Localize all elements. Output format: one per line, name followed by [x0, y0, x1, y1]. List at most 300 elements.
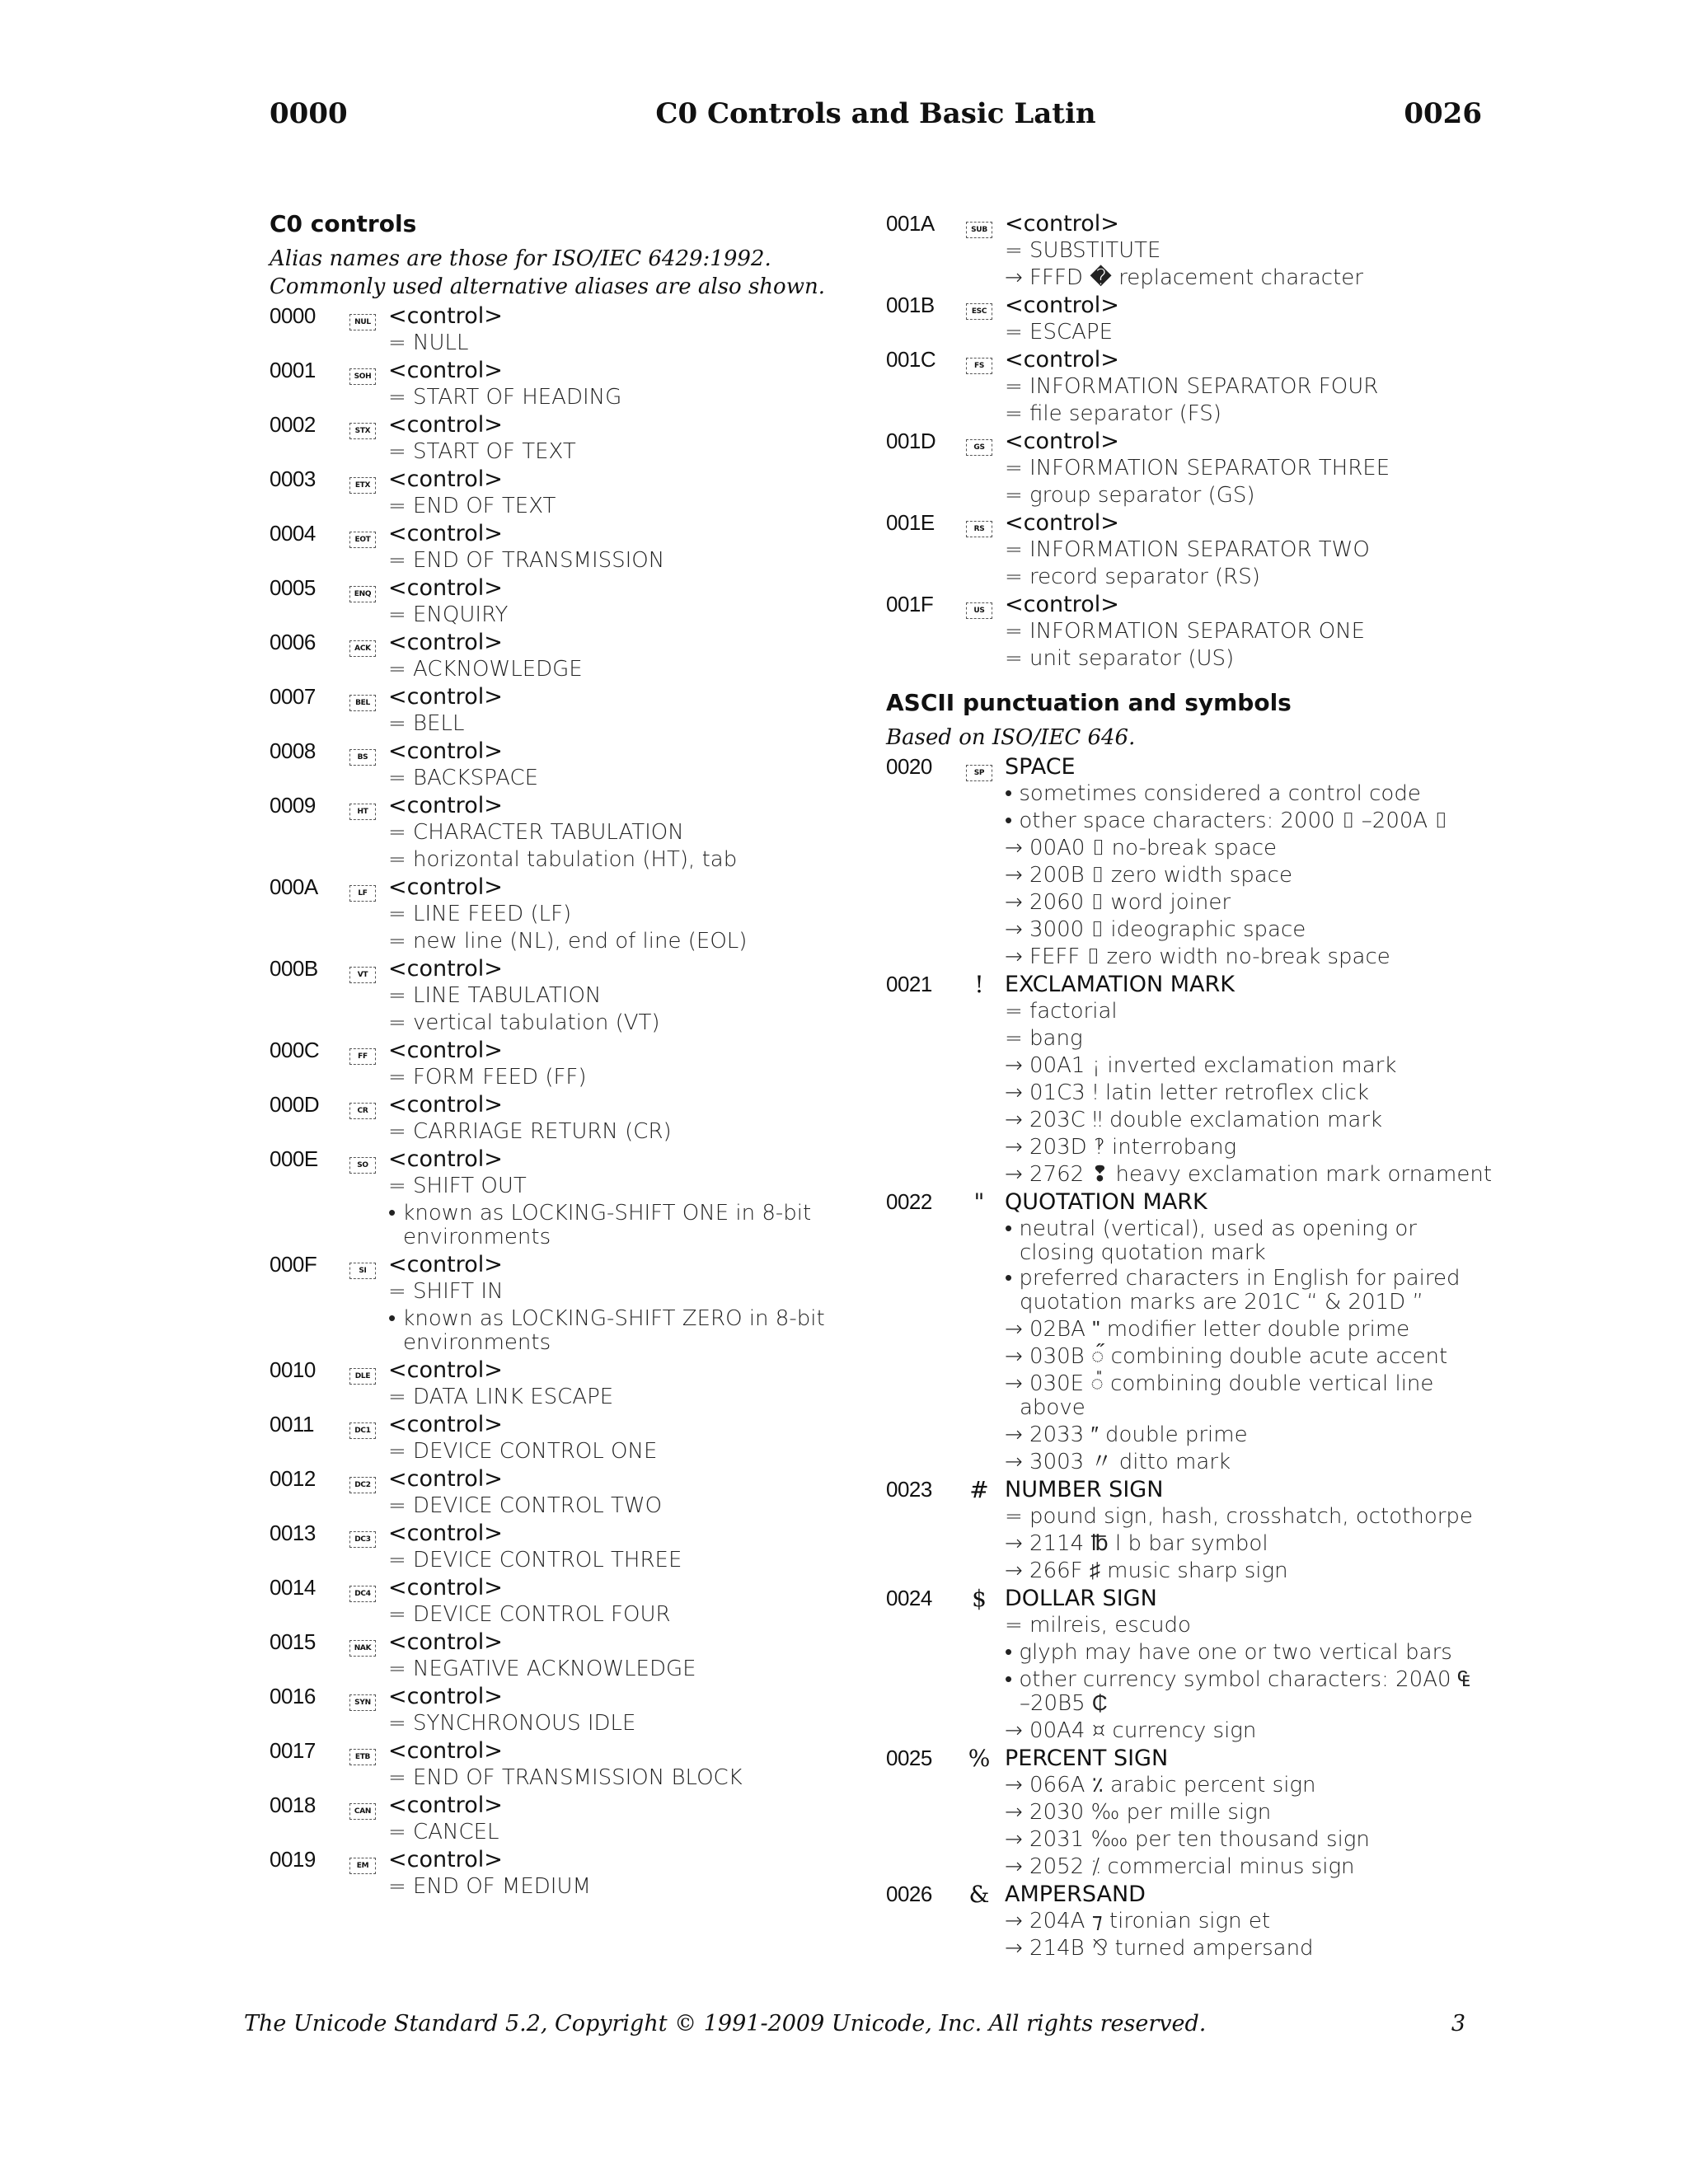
- char-annotation: = DEVICE CONTROL FOUR: [388, 1602, 671, 1627]
- char-glyph: [337, 574, 388, 602]
- code-point: 000A: [270, 874, 318, 899]
- char-description: [388, 1251, 846, 1357]
- char-entry: [270, 1629, 846, 1683]
- char-glyph: [954, 428, 1005, 456]
- char-entry: [270, 955, 846, 1037]
- char-description: [388, 874, 846, 955]
- control-abbr-glyph: SO: [349, 1157, 376, 1174]
- char-glyph: %: [968, 1745, 991, 1772]
- char-annotation: = BACKSPACE: [388, 766, 539, 790]
- char-name: <control>: [388, 1684, 503, 1709]
- char-annotation: = END OF TEXT: [388, 494, 556, 518]
- char-name: AMPERSAND: [1005, 1882, 1146, 1907]
- char-description: [1005, 346, 1479, 428]
- char-annotation: → 066A ٪ arabic percent sign: [1005, 1773, 1316, 1797]
- char-glyph: [954, 346, 1005, 374]
- char-name: <control>: [388, 738, 503, 764]
- code-point: 0001: [270, 358, 316, 382]
- char-annotation: = SHIFT IN: [388, 1279, 504, 1304]
- control-abbr-glyph: SOH: [349, 368, 376, 385]
- code-point: 000D: [270, 1092, 320, 1117]
- char-description: [1005, 1585, 1479, 1745]
- char-name: <control>: [388, 1146, 503, 1172]
- char-name: <control>: [388, 412, 503, 438]
- char-entry: [886, 971, 1493, 1188]
- char-annotation: • sometimes considered a control code: [1005, 781, 1421, 806]
- char-annotation: → 2114 ℔ l b bar symbol: [1005, 1531, 1268, 1556]
- char-annotation: = new line (NL), end of line (EOL): [388, 929, 748, 954]
- char-annotation: = DEVICE CONTROL TWO: [388, 1493, 663, 1518]
- code-point: 000E: [270, 1146, 318, 1171]
- char-glyph: !: [974, 971, 984, 998]
- char-entry: [270, 738, 846, 792]
- control-abbr-glyph: ETX: [349, 477, 376, 494]
- char-entry: [270, 683, 846, 738]
- char-glyph: [337, 738, 388, 766]
- char-name: <control>: [1005, 429, 1119, 454]
- char-description: [388, 1037, 846, 1091]
- char-description: [388, 1737, 846, 1792]
- control-abbr-glyph: CAN: [349, 1803, 376, 1820]
- code-point: 0008: [270, 738, 316, 763]
- char-annotation: = ACKNOWLEDGE: [388, 657, 583, 682]
- code-point: 0020: [886, 754, 932, 779]
- control-abbr-glyph: SUB: [966, 222, 992, 238]
- control-abbr-glyph: VT: [349, 967, 376, 983]
- char-description: [388, 792, 846, 874]
- char-annotation: = SUBSTITUTE: [1005, 238, 1161, 263]
- char-entry: [270, 1251, 846, 1357]
- char-glyph: [337, 792, 388, 820]
- char-name: <control>: [388, 1252, 503, 1277]
- code-point: 0017: [270, 1738, 316, 1763]
- char-annotation: = CARRIAGE RETURN (CR): [388, 1119, 672, 1144]
- char-name: <control>: [388, 1629, 503, 1655]
- char-annotation: = BELL: [388, 711, 465, 736]
- char-description: [388, 357, 846, 411]
- code-point: 001D: [886, 429, 936, 453]
- char-description: [388, 683, 846, 738]
- code-point: 0005: [270, 575, 316, 600]
- char-entry: [270, 1357, 846, 1411]
- char-glyph: [337, 1846, 388, 1874]
- control-abbr-glyph: NAK: [349, 1640, 376, 1657]
- code-point: 0010: [270, 1357, 316, 1382]
- char-description: [388, 520, 846, 574]
- char-annotation: → 00A1 ¡ inverted exclamation mark: [1005, 1053, 1397, 1078]
- char-name: QUOTATION MARK: [1005, 1189, 1207, 1215]
- char-annotation: → FFFD � replacement character: [1005, 265, 1363, 290]
- right-column: [886, 210, 1493, 1962]
- char-name: <control>: [388, 793, 503, 818]
- char-name: <control>: [388, 630, 503, 655]
- char-description: [388, 629, 846, 683]
- char-glyph: #: [969, 1476, 989, 1503]
- char-name: <control>: [1005, 510, 1119, 536]
- section-note: Based on ISO/IEC 646.: [886, 725, 1136, 750]
- code-point: 0016: [270, 1684, 316, 1708]
- code-point: 0013: [270, 1521, 316, 1545]
- char-glyph: [954, 509, 1005, 537]
- char-entry: [886, 509, 1479, 591]
- char-annotation: → 00A0 ⌷ no-break space: [1005, 836, 1277, 860]
- char-annotation: → 2033 ″ double prime: [1005, 1422, 1248, 1447]
- control-abbr-glyph: DC2: [349, 1477, 376, 1493]
- char-annotation: → 203D ‽ interrobang: [1005, 1135, 1237, 1160]
- char-name: DOLLAR SIGN: [1005, 1586, 1157, 1611]
- char-annotation: • known as LOCKING-SHIFT ZERO in 8-bit environments: [388, 1306, 825, 1355]
- char-entry: [270, 520, 846, 574]
- char-annotation: = INFORMATION SEPARATOR ONE: [1005, 619, 1366, 644]
- char-annotation: = START OF HEADING: [388, 385, 622, 410]
- control-abbr-glyph: NUL: [349, 314, 376, 330]
- char-annotation: • other space characters: 2000 ⌷ –200A ⌷: [1005, 808, 1448, 833]
- char-description: [1005, 1476, 1479, 1585]
- code-point: 001C: [886, 347, 936, 372]
- char-name: <control>: [388, 521, 503, 546]
- char-description: [388, 1846, 846, 1900]
- char-name: <control>: [388, 1847, 503, 1872]
- char-description: [388, 411, 846, 466]
- code-point: 0014: [270, 1575, 316, 1600]
- char-entry: [270, 1411, 846, 1465]
- char-annotation: = END OF TRANSMISSION: [388, 548, 665, 573]
- char-glyph: [337, 520, 388, 548]
- char-annotation: = CANCEL: [388, 1820, 499, 1844]
- code-point: 0019: [270, 1847, 316, 1872]
- page-number: 3: [1451, 2011, 1465, 2036]
- char-name: <control>: [388, 956, 503, 982]
- char-glyph: [337, 1411, 388, 1439]
- char-description: [388, 302, 846, 357]
- char-glyph: [337, 1037, 388, 1065]
- char-description: [1005, 591, 1479, 673]
- char-name: <control>: [388, 466, 503, 492]
- code-point: 0021: [886, 972, 932, 996]
- control-abbr-glyph: STX: [349, 423, 376, 439]
- char-annotation: → 203C ‼ double exclamation mark: [1005, 1108, 1383, 1132]
- char-entry: [270, 1683, 846, 1737]
- control-abbr-glyph: SYN: [349, 1694, 376, 1711]
- code-point: 001F: [886, 592, 934, 616]
- char-glyph: [337, 1683, 388, 1711]
- char-annotation: → 3003 〃 ditto mark: [1005, 1450, 1231, 1474]
- char-name: <control>: [388, 1412, 503, 1437]
- char-annotation: → 02BA ʺ modifier letter double prime: [1005, 1317, 1410, 1342]
- char-description: [1005, 971, 1492, 1188]
- char-entry: [270, 629, 846, 683]
- char-glyph: [337, 1146, 388, 1174]
- char-name: <control>: [1005, 592, 1119, 617]
- char-glyph: ": [973, 1188, 985, 1216]
- control-abbr-glyph: DC4: [349, 1586, 376, 1602]
- char-annotation: → 01C3 ǃ latin letter retroflex click: [1005, 1080, 1369, 1105]
- control-abbr-glyph: FS: [966, 358, 992, 374]
- char-annotation: = ENQUIRY: [388, 602, 509, 627]
- char-entry: [270, 1737, 846, 1792]
- char-annotation: = DEVICE CONTROL THREE: [388, 1548, 682, 1572]
- char-entry: [886, 753, 1479, 971]
- char-glyph: [337, 1251, 388, 1279]
- left-column: [270, 210, 846, 1900]
- control-abbr-glyph: BS: [349, 749, 376, 766]
- char-name: <control>: [388, 1357, 503, 1383]
- char-annotation: → 204A ⁊ tironian sign et: [1005, 1909, 1271, 1933]
- char-annotation: = factorial: [1005, 999, 1118, 1024]
- control-abbr-glyph: GS: [966, 439, 992, 456]
- char-entry: [886, 1476, 1479, 1585]
- code-point: 0003: [270, 466, 316, 491]
- char-glyph: [337, 955, 388, 983]
- code-point: 0023: [886, 1477, 932, 1502]
- char-annotation: → 3000 ⌷ ideographic space: [1005, 917, 1306, 942]
- char-annotation: = SHIFT OUT: [388, 1174, 527, 1198]
- char-name: <control>: [388, 1521, 503, 1546]
- control-abbr-glyph: EM: [349, 1858, 376, 1874]
- char-description: [388, 1091, 846, 1146]
- char-entry: [270, 1792, 846, 1846]
- char-annotation: • glyph may have one or two vertical bars: [1005, 1640, 1452, 1665]
- char-description: [388, 1146, 846, 1251]
- char-name: <control>: [1005, 211, 1119, 237]
- char-name: <control>: [388, 1038, 503, 1063]
- control-abbr-glyph: CR: [349, 1103, 376, 1119]
- char-entry: [270, 1520, 846, 1574]
- header-range-end: 0026: [1404, 97, 1482, 130]
- control-abbr-glyph: LF: [349, 885, 376, 902]
- char-annotation: → 200B ⌷ zero width space: [1005, 863, 1292, 888]
- char-description: [1005, 1188, 1479, 1476]
- char-name: <control>: [388, 575, 503, 601]
- char-glyph: [954, 591, 1005, 619]
- page-title: C0 Controls and Basic Latin: [655, 97, 1096, 130]
- char-annotation: • neutral (vertical), used as opening or closing quotation mark: [1005, 1216, 1417, 1265]
- control-abbr-glyph: US: [966, 602, 992, 619]
- char-annotation: = unit separator (US): [1005, 646, 1235, 671]
- char-description: [388, 1520, 846, 1574]
- char-entry: [270, 1037, 846, 1091]
- char-glyph: [337, 683, 388, 711]
- char-annotation: → 214B ⅋ turned ampersand: [1005, 1936, 1314, 1961]
- char-glyph: [337, 1357, 388, 1385]
- char-annotation: = DEVICE CONTROL ONE: [388, 1439, 658, 1464]
- char-entry: [886, 428, 1479, 509]
- char-glyph: [337, 1574, 388, 1602]
- char-description: [388, 738, 846, 792]
- char-description: [1005, 210, 1479, 292]
- char-entry: [886, 292, 1479, 346]
- char-annotation: → 2052 ⁒ commercial minus sign: [1005, 1854, 1355, 1879]
- char-name: <control>: [388, 1092, 503, 1118]
- char-glyph: [337, 466, 388, 494]
- char-description: [1005, 292, 1479, 346]
- char-entry: [270, 411, 846, 466]
- code-point: 0012: [270, 1466, 316, 1491]
- char-annotation: = horizontal tabulation (HT), tab: [388, 847, 738, 872]
- section-spacer: [886, 673, 1479, 689]
- code-point: 0018: [270, 1793, 316, 1817]
- char-annotation: → 2030 ‰ per mille sign: [1005, 1800, 1272, 1825]
- char-annotation: = INFORMATION SEPARATOR FOUR: [1005, 374, 1379, 399]
- control-abbr-glyph: ETB: [349, 1749, 376, 1765]
- control-abbr-glyph: EOT: [349, 532, 376, 548]
- char-description: [1005, 1745, 1479, 1881]
- char-description: [1005, 1881, 1479, 1962]
- char-annotation: → 030E ◌̎ combining double vertical line above: [1005, 1371, 1434, 1420]
- char-entry: [270, 874, 846, 955]
- char-glyph: [337, 629, 388, 657]
- char-entry: [886, 346, 1479, 428]
- code-point: 000F: [270, 1252, 317, 1277]
- char-annotation: • other currency symbol characters: 20A0 ₠ –20B5 ₵: [1005, 1667, 1470, 1716]
- section-note: Alias names are those for ISO/IEC 6429:1992. Commonly used alternative aliases are also shown.: [270, 246, 825, 299]
- char-annotation: = NEGATIVE ACKNOWLEDGE: [388, 1657, 696, 1681]
- control-abbr-glyph: DC3: [349, 1531, 376, 1548]
- char-annotation: = DATA LINK ESCAPE: [388, 1385, 614, 1409]
- char-entry: [886, 1881, 1479, 1962]
- char-entry: [270, 1574, 846, 1629]
- char-annotation: = START OF TEXT: [388, 439, 576, 464]
- char-name: <control>: [388, 1793, 503, 1818]
- char-annotation: = LINE FEED (LF): [388, 902, 572, 926]
- code-point: 0015: [270, 1629, 316, 1654]
- char-entry: [270, 574, 846, 629]
- section-title: ASCII punctuation and symbols: [886, 689, 1292, 716]
- code-point: 0026: [886, 1882, 932, 1906]
- char-name: <control>: [388, 303, 503, 329]
- char-annotation: = LINE TABULATION: [388, 983, 602, 1008]
- char-description: [388, 955, 846, 1037]
- char-description: [388, 1357, 846, 1411]
- char-entry: [886, 1188, 1479, 1476]
- char-annotation: = group separator (GS): [1005, 483, 1255, 508]
- char-annotation: = INFORMATION SEPARATOR TWO: [1005, 537, 1370, 562]
- char-glyph: [337, 1737, 388, 1765]
- control-abbr-glyph: ENQ: [349, 586, 376, 602]
- char-annotation: → 266F ♯ music sharp sign: [1005, 1558, 1288, 1583]
- copyright-notice: The Unicode Standard 5.2, Copyright © 1991-2009 Unicode, Inc. All rights reserved.: [244, 2011, 1207, 2036]
- char-annotation: = END OF TRANSMISSION BLOCK: [388, 1765, 743, 1790]
- char-name: <control>: [388, 684, 503, 710]
- char-annotation: = vertical tabulation (VT): [388, 1010, 660, 1035]
- code-point: 000B: [270, 956, 318, 981]
- char-glyph: [954, 210, 1005, 238]
- char-annotation: → 2031 ‱ per ten thousand sign: [1005, 1827, 1370, 1852]
- char-entry: [270, 792, 846, 874]
- code-point: 0004: [270, 521, 316, 546]
- code-point: 0006: [270, 630, 316, 654]
- char-name: <control>: [1005, 347, 1119, 373]
- char-annotation: = NULL: [388, 330, 469, 355]
- char-entry: [270, 302, 846, 357]
- control-abbr-glyph: SP: [966, 765, 992, 781]
- char-entry: [886, 210, 1479, 292]
- char-annotation: = pound sign, hash, crosshatch, octothorpe: [1005, 1504, 1473, 1529]
- control-abbr-glyph: ESC: [966, 303, 992, 320]
- char-annotation: = FORM FEED (FF): [388, 1065, 587, 1090]
- control-abbr-glyph: DLE: [349, 1368, 376, 1385]
- code-point: 0009: [270, 793, 316, 818]
- code-point: 0022: [886, 1189, 932, 1214]
- char-annotation: • known as LOCKING-SHIFT ONE in 8-bit environments: [388, 1201, 812, 1249]
- char-entry: [886, 1745, 1479, 1881]
- char-annotation: = file separator (FS): [1005, 401, 1221, 426]
- char-annotation: • preferred characters in English for paired quotation marks are 201C “ & 201D ”: [1005, 1266, 1461, 1315]
- code-point: 001E: [886, 510, 935, 535]
- char-glyph: [337, 1792, 388, 1820]
- char-glyph: [337, 357, 388, 385]
- char-glyph: &: [968, 1881, 990, 1908]
- char-annotation: → 00A4 ¤ currency sign: [1005, 1718, 1257, 1743]
- char-description: [388, 1574, 846, 1629]
- control-abbr-glyph: HT: [349, 804, 376, 820]
- code-point: 000C: [270, 1038, 320, 1062]
- control-abbr-glyph: BEL: [349, 695, 376, 711]
- char-glyph: [954, 753, 1005, 781]
- code-point: 0000: [270, 303, 316, 328]
- char-description: [388, 1683, 846, 1737]
- char-entry: [886, 591, 1479, 673]
- control-abbr-glyph: SI: [349, 1263, 376, 1279]
- control-abbr-glyph: DC1: [349, 1422, 376, 1439]
- code-point: 0007: [270, 684, 316, 709]
- char-name: <control>: [388, 1738, 503, 1764]
- char-annotation: → 2060 ⌷ word joiner: [1005, 890, 1231, 915]
- control-abbr-glyph: FF: [349, 1048, 376, 1065]
- code-point: 001A: [886, 211, 935, 236]
- char-glyph: [337, 1465, 388, 1493]
- code-point: 001B: [886, 293, 935, 317]
- char-name: <control>: [388, 358, 503, 383]
- char-entry: [270, 1465, 846, 1520]
- page-footer: [244, 2011, 1465, 2036]
- char-description: [1005, 509, 1479, 591]
- char-glyph: $: [972, 1585, 987, 1612]
- char-name: NUMBER SIGN: [1005, 1477, 1164, 1502]
- code-point: 0025: [886, 1746, 932, 1770]
- char-glyph: [337, 302, 388, 330]
- char-annotation: = SYNCHRONOUS IDLE: [388, 1711, 636, 1736]
- char-annotation: → FEFF ⌷ zero width no-break space: [1005, 944, 1390, 969]
- section-title: C0 controls: [270, 210, 417, 237]
- char-annotation: = INFORMATION SEPARATOR THREE: [1005, 456, 1390, 480]
- char-name: <control>: [1005, 293, 1119, 318]
- char-annotation: → 030B ◌̋ combining double acute accent: [1005, 1344, 1448, 1369]
- char-name: PERCENT SIGN: [1005, 1746, 1169, 1771]
- char-glyph: [337, 1629, 388, 1657]
- char-description: [388, 1629, 846, 1683]
- code-point: 0002: [270, 412, 316, 437]
- code-point: 0011: [270, 1412, 314, 1436]
- code-point: 0024: [886, 1586, 932, 1610]
- char-annotation: = milreis, escudo: [1005, 1613, 1191, 1638]
- control-abbr-glyph: RS: [966, 521, 992, 537]
- header-range-start: 0000: [270, 97, 348, 130]
- char-entry: [270, 466, 846, 520]
- char-annotation: = bang: [1005, 1026, 1083, 1051]
- char-description: [1005, 753, 1479, 971]
- char-glyph: [337, 874, 388, 902]
- char-name: <control>: [388, 1575, 503, 1601]
- char-annotation: = ESCAPE: [1005, 320, 1114, 344]
- char-annotation: = END OF MEDIUM: [388, 1874, 591, 1899]
- char-annotation: = CHARACTER TABULATION: [388, 820, 684, 845]
- char-entry: [270, 1846, 846, 1900]
- char-glyph: [954, 292, 1005, 320]
- char-annotation: → 2762 ❢ heavy exclamation mark ornament: [1005, 1162, 1493, 1187]
- char-entry: [270, 1091, 846, 1146]
- char-glyph: [337, 411, 388, 439]
